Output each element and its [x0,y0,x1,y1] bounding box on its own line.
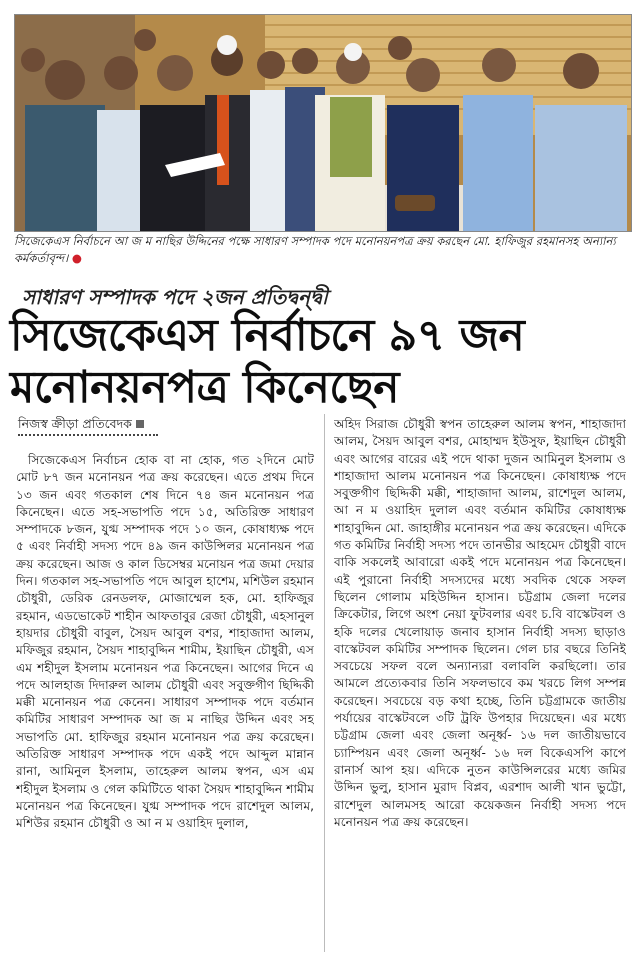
article-kicker: সাধারণ সম্পাদক পদে ২জন প্রতিদ্বন্দ্বী [22,285,328,309]
news-photo [14,14,632,232]
photo-caption [14,233,630,267]
byline-square-icon [136,420,144,428]
caption-bullet: ● [71,251,82,265]
left-column-text: সিজেকেএস নির্বাচন হোক বা না হোক, গত ২দিনে মোট মোট ৮৭ জন মনোনয়ন পত্র ক্রয় করেছেন। এতে প্রথম দিনে ১৩ জন এবং গতকাল শেষ দিনে ৭৪ জন মনোনয়ন পত্র কিনেছেন। এতে সহ-সভাপতি পদে ১৫, অতিরিক্ত সাধারণ সম্পাদকে ৮জন, যুগ্ম সম্পাদক পদে ১০ জন, কোষাধ্যক্ষ পদে ৫ এবং নির্বাহী সদস্য পদে ৪৯ জন কাউন্সিলর মনোনয়ন পত্র ক্রয় করেছেন। আজ ও কাল ডিসেম্বর মনোয়ন পত্র জমা দেয়ার দিন। গতকাল সহ-সভাপতি পদে আবুল হাশেম, মশিউল রহমান চৌধুরী, ডেরিক রেনডলফ, মোজাম্মেল হক, মো. হাফিজুর রহমান, এডভোকেট শাহীন আফতাবুর রেজা চৌধুরী, এহসানুল হায়দার চৌধুরী বাবুল, সৈয়দ আবুল বশর, শাহাজাদা আলম, মফিজুর রহমান, সৈয়দ শাহাবুদ্দিন শামীম, ইয়াছিন চৌধুরী, এস এম শহীদুল ইসলাম মনোনয়ন পত্র কিনেছেন। আগের দিনে এ পদে আলহাজ দিদারুল আলম চৌধুরী এবং সবুক্তগীণ ছিদ্দিকী মক্কী মনোনয়ন পত্র কেনেন। সাধারণ সম্পাদক পদে বর্তমান কমিটির সাধারণ সম্পাদক আ জ ম নাছির উদ্দিন এবং সহ সভাপতি মো. হাফিজুর রহমান মনোনয়ন পত্র ক্রয় করেছেন। অতিরিক্ত সাধারণ সম্পাদক পদে একই পদে আব্দুল মান্নান রানা, আমিনুল ইসলাম, তাহেরুল আলম স্বপন, এস এম শহীদুল ইসলাম ও গেল কমিটিতে থাকা সৈয়দ শাহাবুদ্দিন শামীম মনোনয়ন পত্র কিনেছেন। যুগ্ম সম্পাদক পদে রাশেদুল আলম, মশিউর রহমান চৌধুরী ও আ ন ম ওয়াহিদ দুলাল, [16,453,314,831]
headline-line-2: মনোনয়নপত্র কিনেছেন [10,362,400,413]
column-divider [324,414,325,952]
byline [18,416,144,436]
article-column-right [334,416,626,952]
dotted-divider [18,434,158,436]
group-photo-illustration [15,15,631,231]
right-column-text: অহিদ সিরাজ চৌধুরী স্বপন তাহেরুল আলম স্বপন, শাহাজাদা আলম, সৈয়দ আবুল বশর, মোহাম্মদ ইউসুফ, ইয়াছিন চৌধুরী এবং আগের বারের এই পদে থাকা দুজন আমিনুল ইসলাম ও শাহাজাদা আলম মনোনয়ন পত্র কিনেছেন। কোষাধ্যক্ষ পদে সবুক্তগীণ ছিদ্দিকী মক্কী, শাহাজাদা আলম, রাশেদুল আলম, আ ন ম ওয়াহিদ দুলাল এবং বর্তমান কমিটির কোষাধ্যক্ষ শাহাবুদ্দিন মো. জাহাঙ্গীর মনোনয়ন পত্র ক্রয় করেছেন। এদিকে গত কমিটির নির্বাহী সদস্য পদে তানভীর আহমেদ চৌধুরী বাদে বাকি সকলেই আবারো একই পদে মনোনয়ন পত্র কিনেছেন। এই পুরানো নির্বাহী সদস্যদের মধ্যে সবদিক থেকে সফল ছিলেন গোলাম মহিউদ্দিন হাসান। চট্টগ্রাম জেলা দলের ক্রিকেটার, লিগে অংশ নেয়া ফুটবলার এবং চ.বি বাস্কেটবল ও হকি দলের খেলোয়াড় জনাব হাসান নির্বাহী সদস্য ছাড়াও বাস্কেটবল কমিটির সম্পাদক ছিলেন। গেল চার বছরে তিনিই সবচেয়ে সফল বলে অন্যান্যরা বলাবলি করছিলো। তার আমলে প্রত্যেকবার তিনি সফলভাবে কম খরচে লিগ সম্পন্ন করেছেন। সবচেয়ে বড় কথা হচ্ছে, তিনি চট্টগ্রামকে জাতীয় পর্যায়ের বাস্কেটবলে ৩টি ট্রফি উপহার দিয়েছেন। এর মধ্যে চট্টগ্রাম জেলা এবং জেলা অনূর্ধ্ব- ১৬ দল জাতীয়ভাবে চ্যাম্পিয়ন এবং জেলা অনূর্ধ্ব- ১৬ দল বিকেএসপি কাপে রানার্স আপ হয়। এদিকে নুতন কাউন্সিলরের মধ্যে জমির উদ্দিন ভুলু, হাসান মুরাদ বিপ্লব, এরশাদ আলী খান ভুট্টো, রাশেদুল আলমসহ আরো কয়েকজন নির্বাহী সদস্য পদে মনোনয়ন পত্র ক্রয় করেছেন। [334,417,626,829]
byline-text: নিজস্ব ক্রীড়া প্রতিবেদক [18,416,132,431]
photo-caption-text: সিজেকেএস নির্বাচনে আ জ ম নাছির উদ্দিনের পক্ষে সাধারণ সম্পাদক পদে মনোনয়নপত্র ক্রয় করছেন মো. হাফিজুর রহমানসহ অন্যান্য কর্মকর্তাবৃন্দ। [14,234,616,265]
article-column-left [16,452,314,952]
headline-line-1: সিজেকেএস নির্বাচনে ৯৭ জন [10,310,525,361]
